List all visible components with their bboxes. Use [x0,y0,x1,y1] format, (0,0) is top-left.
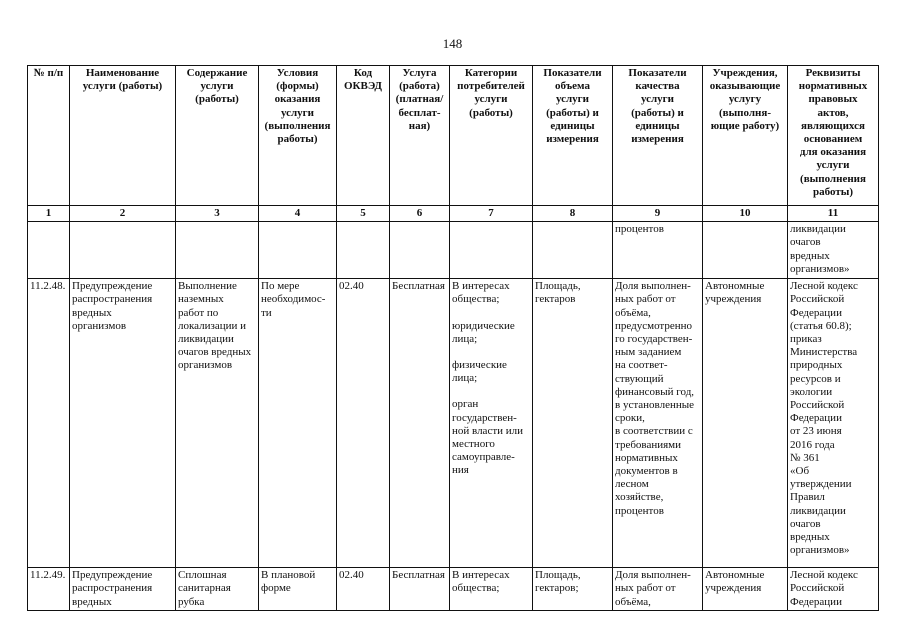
cell-text-line: лица; [452,332,478,345]
header-cell [788,66,879,206]
cell-text-line: (формы) [276,80,319,93]
cell-text-line: Федерации [790,412,842,425]
header-cell [613,66,703,206]
cell-text-line: Федерации [790,306,842,319]
cell-text-line: единицы [635,119,680,132]
cell-text-line: услуги [280,106,315,119]
cell-text-line: оказывающие [709,80,781,93]
cell-text-line: работы) [277,133,318,146]
service-content-cell [176,568,259,611]
cell-text-line: предусмотренно [615,319,693,332]
header-cell [70,66,176,206]
service-name-cell [70,279,176,568]
payment-type-cell [390,568,450,611]
cell-text-line: форме [261,582,291,595]
cell-text-line: самоуправле- [452,451,515,464]
cell-text-line: 11.2.48. [30,280,66,293]
cell-text-line: ная) [408,119,431,132]
cell-text-line: актов, [817,106,849,119]
cell-text-line [452,346,530,359]
cell-text-line: Содержание [186,67,248,79]
cell-text-line: Лесной кодекс [790,280,858,293]
cell-text-line: вредных [790,531,830,544]
cell-text-line: Код [353,67,373,79]
cell-text-line: Доля выполнен- [615,280,691,293]
quality-indicators-cell [613,568,703,611]
cell-text-line: Предупреждение [72,280,153,293]
cell-text-line: сроки, [615,412,645,425]
header-cell [390,66,450,206]
continuation-row [28,222,879,279]
cell-text-line: работы) [813,185,853,198]
cell-text-line: Российской [790,399,845,412]
cell-text-line: наземных [178,293,224,306]
cell-text-line: ным заданием [615,346,682,359]
column-number: 2 [70,206,176,222]
cell-text-line: локализации и [178,319,247,332]
cell-text-line: (работы) [469,106,513,119]
cell-text-line: общества; [452,293,500,306]
cell-text-line: услугу [728,93,762,106]
payment-type-cell [390,279,450,568]
cell-text-line: распространения [72,293,153,306]
cell-text-line: 2016 года [790,438,835,451]
cell-text-line: единицы [550,119,595,132]
cell-text-line: нормативных [798,80,868,93]
cell-text-line: от 23 июня [790,425,842,438]
institutions-cell [703,279,788,568]
consumer-categories-cell [450,568,533,611]
cell-text-line: учреждения [705,293,762,306]
column-number: 10 [703,206,788,222]
conditions-cell [259,568,337,611]
cell-text-line: для оказания [799,146,867,159]
cell-text-line: государствен- [452,411,517,424]
cell-text-line [452,385,530,398]
cell-text-line: (выполнения [800,172,866,185]
cell-text-line: ния [452,464,469,477]
column-number: 6 [390,206,450,222]
cell-text-line: лица; [452,372,478,385]
cell-text-line: Российской [790,582,845,595]
cell-text-line: основанием [803,133,863,146]
header-cell [337,66,390,206]
cell-text-line: услуги [640,93,675,106]
cell-text-line: нормативных [615,451,678,464]
service-content-cell [176,279,259,568]
cell-text-line: процентов [615,504,664,517]
table-cell [703,222,788,279]
services-table [27,65,879,611]
column-number: 1 [28,206,70,222]
table-row [28,568,879,611]
cell-text-line: Федерации [790,595,842,608]
cell-text-line: Лесной кодекс [790,569,858,582]
cell-text-line: ных работ от [615,293,676,306]
cell-text-line: учреждения [705,582,762,595]
cell-text-line: требованиями [615,438,682,451]
column-number: 8 [533,206,613,222]
table-cell [788,222,879,279]
header-cell [176,66,259,206]
table-cell [613,222,703,279]
cell-text-line: рубка [178,595,205,608]
cell-text-line: природных [790,359,843,372]
cell-text-line: ликвидации [790,504,846,517]
cell-text-line: ных работ от [615,582,676,595]
cell-text-line: № п/п [33,67,64,79]
cell-text-line: ющие работу) [710,119,780,132]
cell-text-line: В плановой [261,569,316,582]
cell-text-line: Учреждения, [712,67,778,79]
cell-text-line: 02.40 [339,280,364,293]
cell-text-line: ти [261,306,272,319]
cell-text-line [452,307,530,320]
cell-text-line: услуги (работы) [82,80,163,93]
cell-text-line: Условия [276,67,319,79]
cell-text-line: Площадь, [535,569,581,582]
cell-text-line: правовых [808,93,858,106]
cell-text-line: услуги [816,159,850,172]
cell-text-line: организмов [72,319,127,332]
cell-text-line: в установленные [615,399,695,412]
table-cell [337,222,390,279]
table-cell [533,222,613,279]
cell-text-line: услуги [474,93,508,106]
quality-indicators-cell [613,279,703,568]
column-number: 7 [450,206,533,222]
cell-text-line: Показатели [543,67,602,79]
cell-text-line: объёма, [615,306,651,319]
header-cell [259,66,337,206]
cell-text-line: потребителей [457,80,525,93]
cell-text-line: вредных [72,306,112,319]
cell-text-line: организмов» [790,544,850,557]
cell-text-line: финансовый год, [615,385,695,398]
cell-text-line: Автономные [705,280,765,293]
cell-text-line: (работы) [195,93,239,106]
cell-text-line: Площадь, [535,280,581,293]
cell-text-line: (выполнения [264,119,331,132]
cell-text-line: (статья 60.8); [790,319,852,332]
cell-text-line: физические [452,359,507,372]
volume-indicators-cell [533,568,613,611]
cell-text-line: Автономные [705,569,765,582]
cell-text-line: хозяйстве, [615,491,664,504]
cell-text-line: 11.2.49. [30,569,66,582]
cell-text-line: ствующий [615,372,664,385]
cell-text-line: Услуга [402,67,437,79]
cell-text-line: санитарная [178,582,231,595]
cell-text-line: (работы) и [546,106,599,119]
cell-text-line: бесплат- [398,106,441,119]
cell-text-line: ликвидации [178,333,234,346]
cell-text-line: орган [452,398,479,411]
cell-text-line: (работы) и [631,106,684,119]
cell-text-line: работ по [178,306,219,319]
cell-text-line: организмов [178,359,233,372]
column-number: 3 [176,206,259,222]
okved-cell [337,279,390,568]
cell-text-line: на соответ- [615,359,668,372]
cell-text-line: в соответствии с [615,425,693,438]
table-row [28,279,879,568]
cell-text-line: услуги [555,93,590,106]
cell-text-line: организмов» [790,262,850,275]
cell-text-line: очагов вредных [178,346,252,359]
cell-text-line: ОКВЭД [344,80,382,93]
column-number: 9 [613,206,703,222]
cell-text-line: Предупреждение [72,569,153,582]
volume-indicators-cell [533,279,613,568]
legal-acts-cell [788,568,879,611]
cell-text-line: ной власти или [452,424,524,437]
cell-text-line: Реквизиты [805,67,861,79]
cell-text-line: ликвидации [790,223,846,236]
cell-text-line: (платная/ [395,93,444,106]
cell-text-line: (работа) [399,80,440,93]
cell-text-line: общества; [452,582,500,595]
cell-text-line: Сплошная [178,569,227,582]
cell-text-line: утверждении [790,478,852,491]
cell-text-line: юридические [452,319,515,332]
table-cell [28,222,70,279]
cell-text-line: «Об [790,465,810,478]
table-cell [70,222,176,279]
conditions-cell [259,279,337,568]
page-number: 148 [442,36,463,51]
cell-text-line: процентов [615,223,664,236]
cell-text-line: Правил [790,491,825,504]
cell-text-line: ресурсов и [790,372,841,385]
header-row [28,66,879,206]
table-cell [450,222,533,279]
cell-text-line: го государствен- [615,333,693,346]
table-cell [176,222,259,279]
cell-text-line: 02.40 [339,569,364,582]
cell-text-line: гектаров; [535,582,579,595]
table-cell [390,222,450,279]
cell-text-line: приказ [790,333,822,346]
cell-text-line: документов в [615,465,678,478]
cell-text-line: В интересах [452,569,510,582]
cell-text-line: Наименование [85,67,160,79]
header-cell [28,66,70,206]
cell-text-line: Показатели [628,67,687,79]
table-cell [259,222,337,279]
cell-text-line: измерения [546,133,599,146]
cell-text-line: Доля выполнен- [615,569,691,582]
row-number-cell [28,568,70,611]
cell-text-line: распространения [72,582,153,595]
cell-text-line: лесном [615,478,649,491]
legal-acts-cell [788,279,879,568]
cell-text-line: экологии [790,385,833,398]
cell-text-line: Бесплатная [392,569,445,582]
cell-text-line: гектаров [535,293,576,306]
column-number: 11 [788,206,879,222]
okved-cell [337,568,390,611]
header-cell [450,66,533,206]
cell-text-line: (выполня- [718,106,771,119]
cell-text-line: В интересах [452,280,510,293]
column-number: 4 [259,206,337,222]
header-cell [703,66,788,206]
cell-text-line: Выполнение [178,280,237,293]
cell-text-line: Министерства [790,346,858,359]
cell-text-line: оказания [274,93,321,106]
cell-text-line: объёма, [615,595,651,608]
cell-text-line: По мере [261,280,300,293]
consumer-categories-cell [450,279,533,568]
cell-text-line: Категории [464,67,518,79]
cell-text-line: объема [555,80,590,93]
cell-text-line: Российской [790,293,845,306]
cell-text-line: Бесплатная [392,280,445,293]
cell-text-line: измерения [631,133,684,146]
column-number: 5 [337,206,390,222]
cell-text-line: качества [635,80,680,93]
cell-text-line: вредных [72,595,112,608]
row-number-cell [28,279,70,568]
cell-text-line: местного [452,438,495,451]
cell-text-line: очагов [790,236,821,249]
service-name-cell [70,568,176,611]
cell-text-line: вредных [790,249,830,262]
header-cell [533,66,613,206]
column-number-row [28,206,879,222]
cell-text-line: № 361 [790,451,820,464]
cell-text-line: очагов [790,517,821,530]
cell-text-line: необходимос- [261,293,326,306]
cell-text-line: услуги [200,80,234,93]
institutions-cell [703,568,788,611]
cell-text-line: являющихся [801,119,865,132]
